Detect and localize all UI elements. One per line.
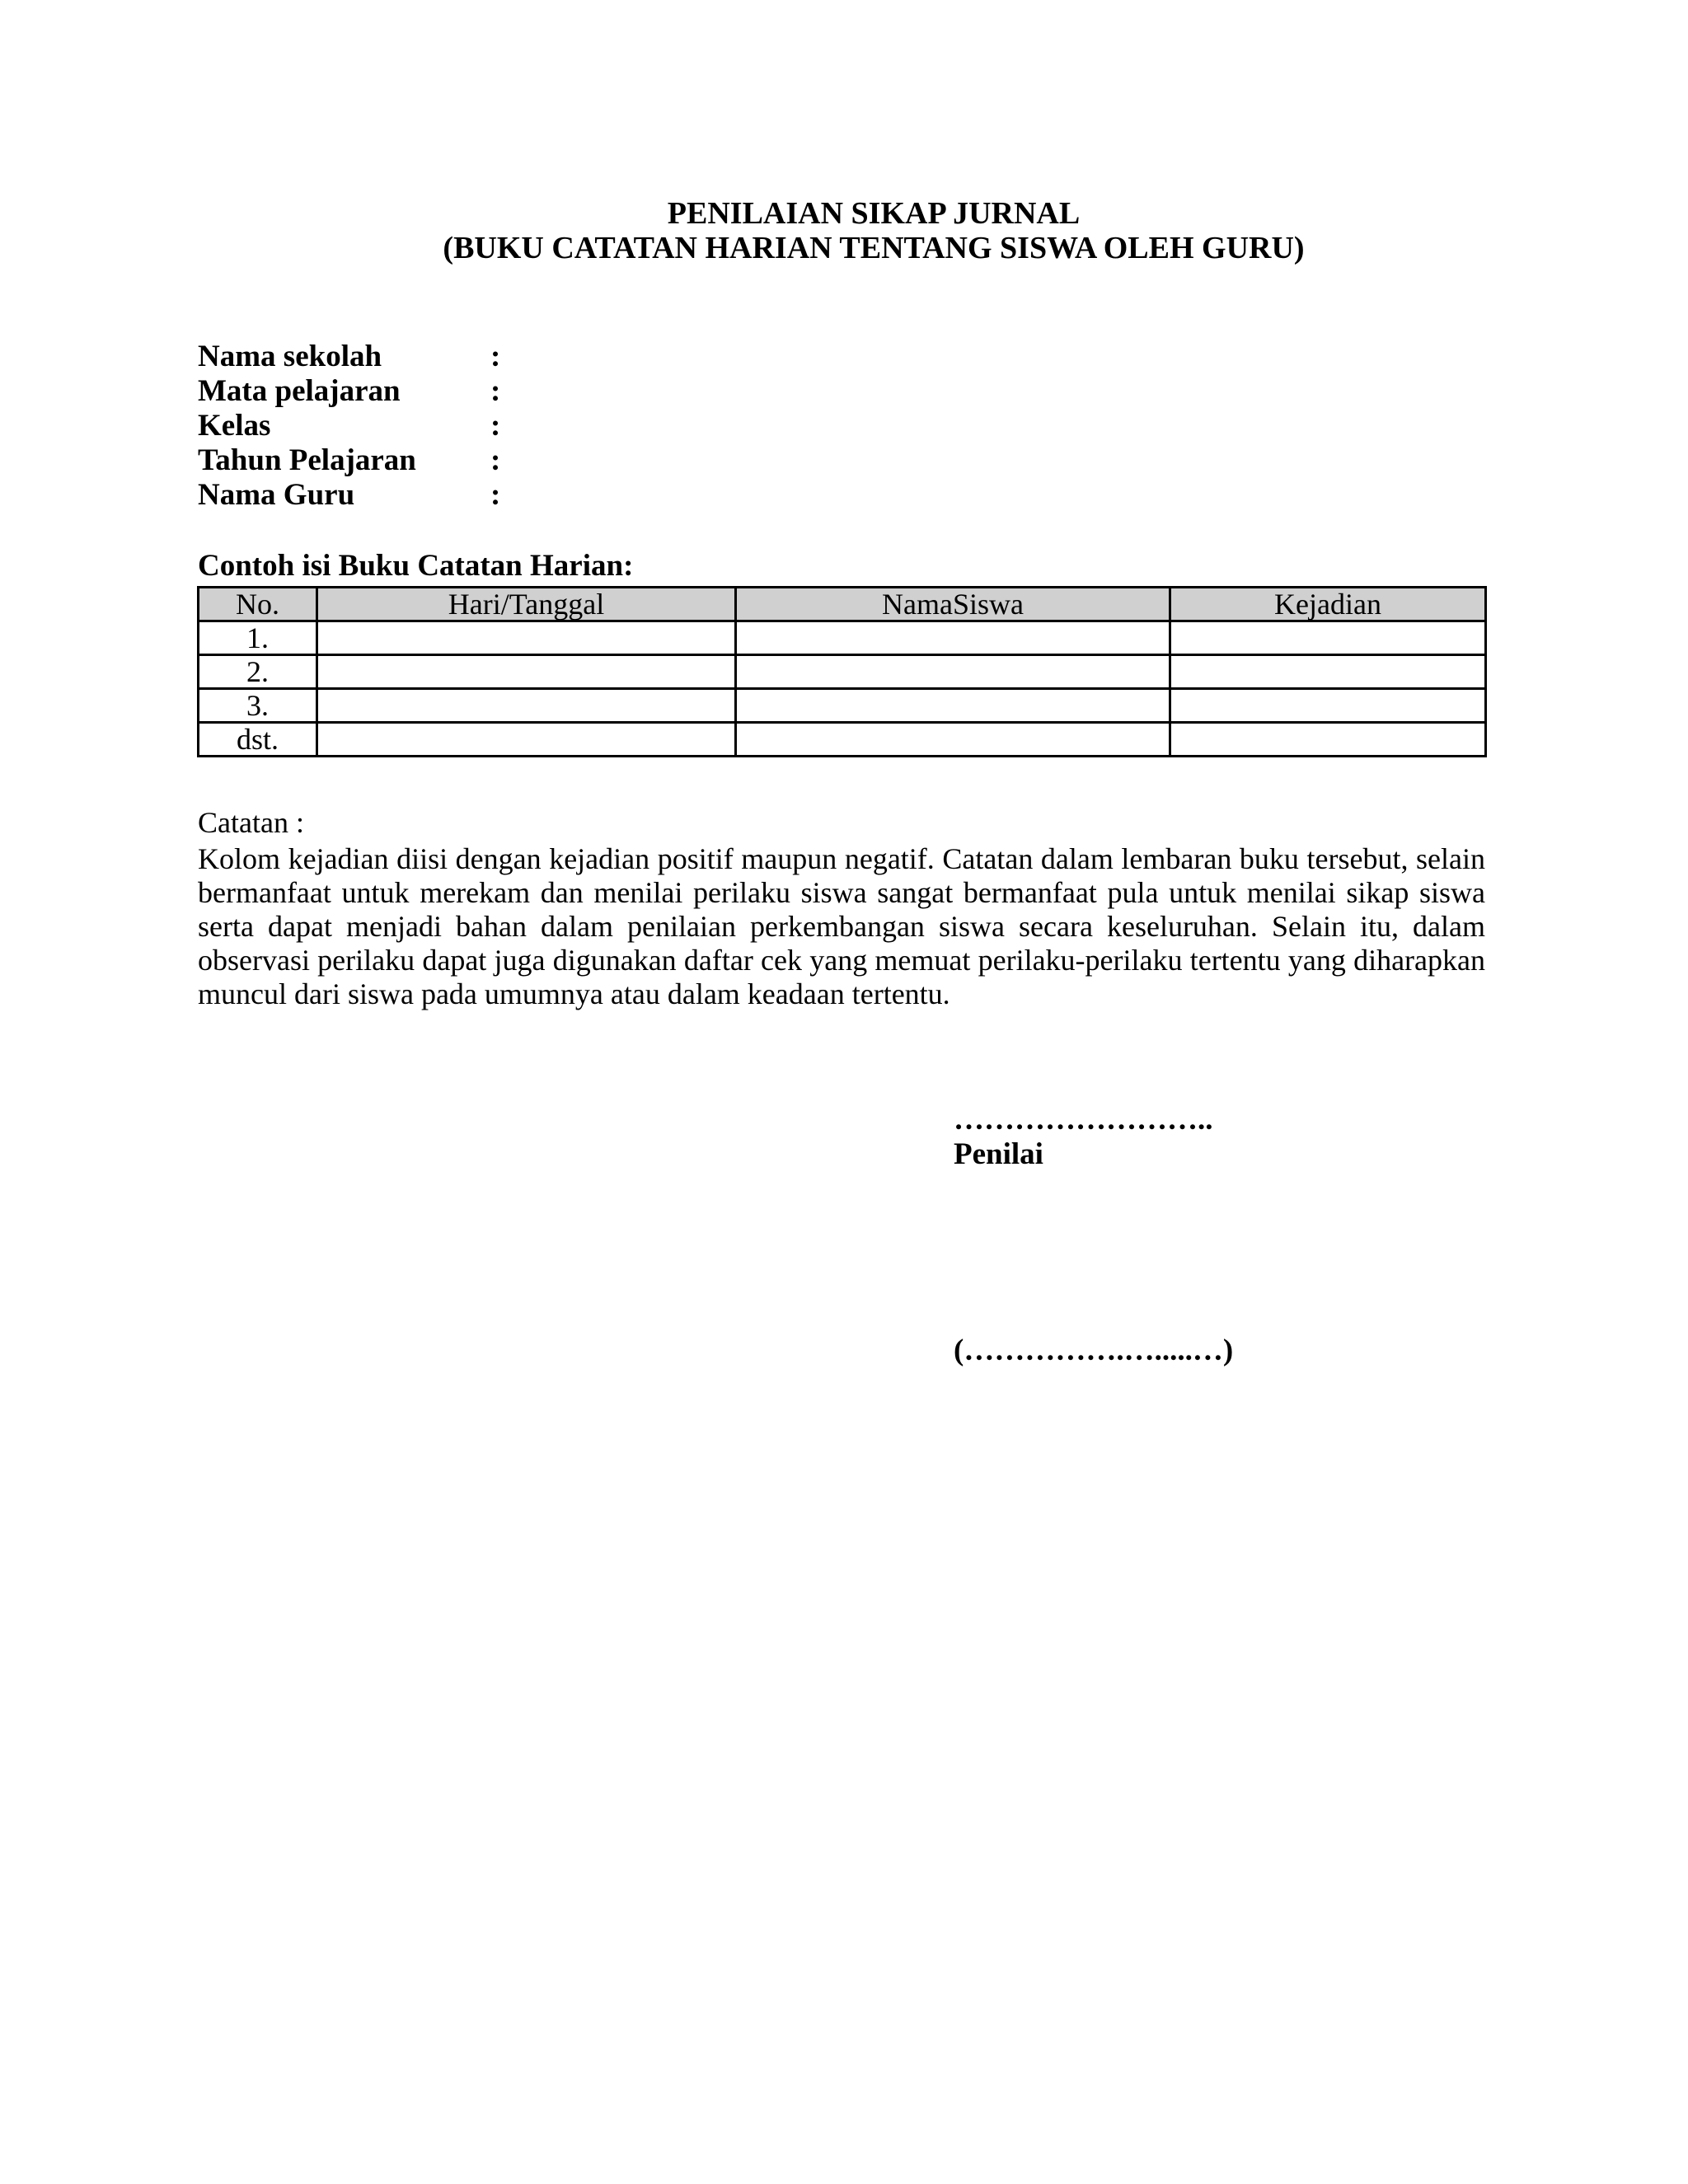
info-separator: : [490,478,501,512]
header-date: Hari/Tanggal [317,588,736,621]
info-row-school [198,340,692,374]
note-label: Catatan : [198,806,304,839]
signature-place-date: …………………….. [954,1103,1213,1137]
info-row-teacher [198,478,692,513]
info-separator: : [490,409,501,443]
cell-date [317,621,736,655]
cell-student-name [736,621,1170,655]
table-row [199,689,1486,723]
info-row-subject [198,374,692,409]
cell-date [317,689,736,723]
cell-event [1170,723,1486,757]
cell-student-name [736,655,1170,689]
title-line-2: (BUKU CATATAN HARIAN TENTANG SISWA OLEH GURU) [443,231,1305,265]
table-caption: Contoh isi Buku Catatan Harian: [198,549,634,583]
signature-name: (…………….….....…) [954,1333,1234,1367]
cell-student-name [736,723,1170,757]
cell-no: 2. [199,655,317,689]
cell-no: 1. [199,621,317,655]
info-fields [198,340,692,513]
header-student-name: NamaSiswa [736,588,1170,621]
info-label: Mata pelajaran [198,374,401,408]
document-title [0,196,1688,265]
title-line-1: PENILAIAN SIKAP JURNAL [667,196,1081,231]
cell-student-name [736,689,1170,723]
table-row [199,723,1486,757]
cell-date [317,655,736,689]
cell-event [1170,621,1486,655]
table-header-row [199,588,1486,621]
header-event: Kejadian [1170,588,1486,621]
header-no: No. [199,588,317,621]
cell-event [1170,689,1486,723]
signature-role: Penilai [954,1137,1043,1171]
info-separator: : [490,443,501,477]
info-label: Nama Guru [198,478,355,512]
cell-event [1170,655,1486,689]
info-label: Tahun Pelajaran [198,443,416,477]
info-row-year [198,443,692,478]
journal-table [197,586,1487,757]
cell-no: dst. [199,723,317,757]
table-row [199,621,1486,655]
info-row-class [198,409,692,443]
info-separator: : [490,374,501,408]
info-label: Nama sekolah [198,340,382,373]
info-label: Kelas [198,409,271,443]
table-row [199,655,1486,689]
info-separator: : [490,340,501,373]
signature-block [954,1103,1213,1172]
cell-no: 3. [199,689,317,723]
note-body: Kolom kejadian diisi dengan kejadian positif maupun negatif. Catatan dalam lembaran buku tersebut, selain bermanfaat untuk merekam dan menilai perilaku siswa sangat bermanfaat pula untuk menilai sikap siswa serta dapat menjadi bahan dalam penilaian perkembangan siswa secara keseluruhan. Selain itu, dalam observasi perilaku dapat juga digunakan daftar cek yang memuat perilaku-perilaku tertentu yang diharapkan muncul dari siswa pada umumnya atau dalam keadaan tertentu. [198,842,1485,1010]
cell-date [317,723,736,757]
